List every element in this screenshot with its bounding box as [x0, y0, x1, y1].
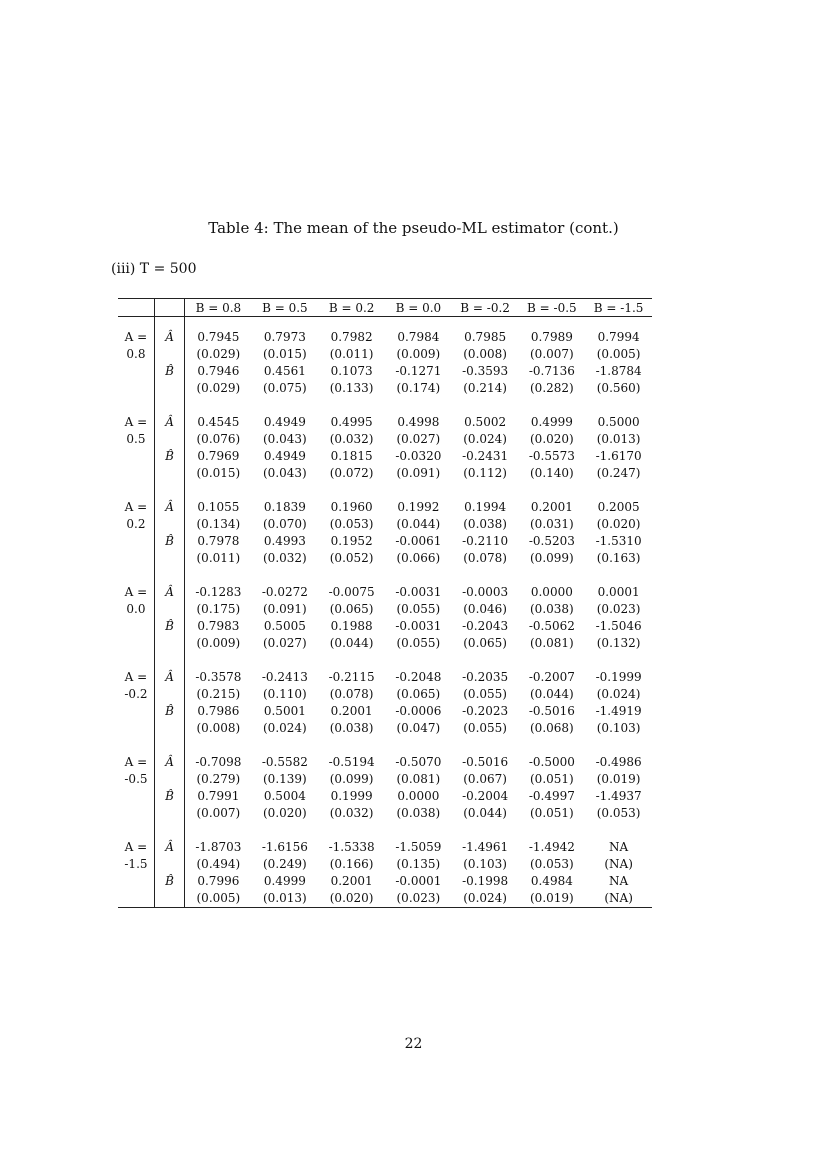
standard-error: (0.103)	[596, 721, 641, 735]
results-table	[118, 298, 652, 908]
estimate-value: -0.2431	[462, 449, 509, 463]
estimate-value: 0.5000	[597, 415, 640, 429]
estimate-value: 0.7989	[530, 330, 573, 344]
standard-error: (NA)	[604, 857, 633, 871]
a-group-label: 0.8	[126, 347, 146, 361]
estimate-value: 0.7994	[597, 330, 640, 344]
standard-error: (0.560)	[596, 381, 641, 395]
estimate-value: 0.1073	[330, 364, 373, 378]
estimate-value: -0.2043	[462, 619, 509, 633]
table-row	[118, 414, 652, 431]
table-row	[118, 329, 652, 346]
standard-error: (0.249)	[263, 857, 307, 871]
table-row	[118, 431, 652, 448]
estimate-value: 0.5005	[263, 619, 306, 633]
estimate-value: -0.0003	[462, 585, 509, 599]
a-group-label: A =	[124, 585, 148, 599]
standard-error: (0.053)	[530, 857, 574, 871]
table-row	[118, 363, 652, 380]
estimate-value: -1.8703	[195, 840, 242, 854]
standard-error: (0.019)	[596, 772, 641, 786]
standard-error: (0.065)	[329, 602, 374, 616]
standard-error: (0.103)	[463, 857, 507, 871]
estimate-value: 0.2001	[330, 874, 373, 888]
a-group-label: A =	[124, 670, 148, 684]
estimator-table	[118, 298, 652, 908]
standard-error: (0.031)	[530, 517, 574, 531]
table-row	[118, 465, 652, 482]
estimate-value: -1.4942	[528, 840, 575, 854]
estimate-value: 0.4949	[263, 449, 306, 463]
estimate-value: -1.4961	[462, 840, 509, 854]
table-row	[118, 516, 652, 533]
estimate-value: -0.0031	[395, 585, 442, 599]
estimate-value: -0.0272	[261, 585, 308, 599]
standard-error: (0.043)	[263, 432, 307, 446]
standard-error: (0.494)	[196, 857, 241, 871]
a-group-label: 0.0	[126, 602, 146, 616]
standard-error: (0.024)	[463, 432, 507, 446]
standard-error: (0.135)	[396, 857, 441, 871]
standard-error: (0.032)	[263, 551, 307, 565]
standard-error: (0.051)	[530, 772, 574, 786]
standard-error: (0.046)	[463, 602, 507, 616]
estimate-value: -0.5070	[395, 755, 442, 769]
standard-error: (0.007)	[530, 347, 574, 361]
table-row	[118, 499, 652, 516]
table-row	[118, 669, 652, 686]
header-estimator	[154, 299, 184, 317]
a-group-label: -1.5	[124, 857, 148, 871]
estimate-value: -0.4997	[528, 789, 575, 803]
column-header: B = 0.0	[385, 299, 452, 317]
standard-error: (0.007)	[196, 806, 241, 820]
header-corner	[118, 299, 154, 317]
standard-error: (0.020)	[596, 517, 641, 531]
standard-error: (0.078)	[463, 551, 507, 565]
estimator-label: Â	[154, 584, 184, 601]
standard-error: (0.215)	[196, 687, 241, 701]
standard-error: (0.032)	[329, 806, 374, 820]
estimator-label: B̂	[154, 873, 184, 890]
estimator-label: B̂	[154, 363, 184, 380]
estimate-value: 0.1988	[330, 619, 373, 633]
estimate-value: 0.7982	[330, 330, 373, 344]
standard-error: (NA)	[585, 890, 652, 908]
standard-error: (0.051)	[530, 806, 574, 820]
a-group-label: -0.2	[124, 687, 148, 701]
standard-error: (0.091)	[263, 602, 307, 616]
estimate-value: -0.2023	[462, 704, 509, 718]
standard-error: (0.052)	[329, 551, 374, 565]
a-group-label: A =	[124, 330, 148, 344]
standard-error: (0.024)	[596, 687, 641, 701]
standard-error: (0.163)	[596, 551, 641, 565]
estimate-value: -0.0006	[395, 704, 442, 718]
estimate-value: 0.4984	[530, 874, 573, 888]
table-row	[118, 788, 652, 805]
estimate-value: -0.2115	[328, 670, 375, 684]
estimate-value: 0.4545	[197, 415, 240, 429]
table-row	[118, 618, 652, 635]
a-group-label: A =	[124, 840, 148, 854]
standard-error: (0.047)	[396, 721, 441, 735]
table-row	[118, 584, 652, 601]
standard-error: (0.032)	[329, 432, 374, 446]
estimate-value: -1.5059	[395, 840, 442, 854]
standard-error: (0.044)	[396, 517, 441, 531]
a-group-label: A =	[124, 755, 148, 769]
standard-error: (0.247)	[596, 466, 641, 480]
page-number: 22	[404, 1036, 423, 1052]
estimate-value: 0.7973	[263, 330, 306, 344]
standard-error: (0.024)	[263, 721, 307, 735]
estimate-value: -0.1283	[195, 585, 242, 599]
standard-error: (0.075)	[263, 381, 307, 395]
estimate-value: -1.6156	[261, 840, 308, 854]
estimate-value: -1.5310	[595, 534, 642, 548]
standard-error: (0.009)	[196, 636, 241, 650]
standard-error: (0.029)	[196, 347, 241, 361]
estimate-value: 0.0000	[397, 789, 440, 803]
standard-error: (0.011)	[196, 551, 241, 565]
column-header: B = -1.5	[585, 299, 652, 317]
standard-error: (0.139)	[263, 772, 307, 786]
standard-error: (0.070)	[263, 517, 307, 531]
standard-error: (0.055)	[463, 721, 507, 735]
table-row	[118, 448, 652, 465]
column-header: B = 0.8	[185, 299, 252, 317]
standard-error: (0.081)	[396, 772, 441, 786]
standard-error: (0.055)	[463, 687, 507, 701]
estimate-value: 0.7946	[197, 364, 240, 378]
standard-error: (0.009)	[396, 347, 441, 361]
standard-error: (0.279)	[196, 772, 241, 786]
standard-error: (0.008)	[463, 347, 507, 361]
estimate-value: -1.4937	[595, 789, 642, 803]
standard-error: (0.044)	[463, 806, 507, 820]
standard-error: (0.099)	[530, 551, 574, 565]
estimate-value: 0.2001	[330, 704, 373, 718]
estimate-value: 0.1839	[263, 500, 306, 514]
a-group-label: 0.5	[126, 432, 146, 446]
estimate-value: 0.0000	[530, 585, 573, 599]
standard-error: (0.029)	[196, 381, 241, 395]
estimate-value: -1.6170	[595, 449, 642, 463]
estimate-value: -0.5573	[528, 449, 575, 463]
column-header: B = 0.5	[251, 299, 318, 317]
standard-error: (0.019)	[518, 890, 585, 908]
table-row	[118, 380, 652, 397]
standard-error: (0.055)	[396, 636, 441, 650]
estimate-value: 0.7978	[197, 534, 240, 548]
estimate-value: -0.0075	[328, 585, 375, 599]
estimate-value: 0.5001	[263, 704, 306, 718]
standard-error: (0.013)	[251, 890, 318, 908]
standard-error: (0.053)	[329, 517, 374, 531]
estimate-value: -0.5016	[462, 755, 509, 769]
estimate-value: 0.2001	[530, 500, 573, 514]
estimator-label: Â	[154, 414, 184, 431]
standard-error: (0.065)	[396, 687, 441, 701]
standard-error: (0.008)	[196, 721, 241, 735]
table-row	[118, 703, 652, 720]
standard-error: (0.038)	[530, 602, 574, 616]
standard-error: (0.023)	[596, 602, 641, 616]
standard-error: (0.011)	[329, 347, 374, 361]
standard-error: (0.020)	[318, 890, 385, 908]
column-header: B = -0.5	[518, 299, 585, 317]
standard-error: (0.066)	[396, 551, 441, 565]
estimate-value: -0.5016	[528, 704, 575, 718]
table-row	[118, 805, 652, 822]
standard-error: (0.134)	[196, 517, 241, 531]
estimate-value: 0.4561	[263, 364, 306, 378]
a-group-label: A =	[124, 500, 148, 514]
estimator-label: Â	[154, 839, 184, 856]
estimate-value: -0.5582	[261, 755, 308, 769]
estimator-label: Â	[154, 499, 184, 516]
standard-error: (0.081)	[530, 636, 574, 650]
estimate-value: 0.1815	[330, 449, 373, 463]
standard-error: (0.005)	[596, 347, 641, 361]
table-row	[118, 771, 652, 788]
standard-error: (0.067)	[463, 772, 507, 786]
estimate-value: -0.7098	[195, 755, 242, 769]
standard-error: (0.174)	[396, 381, 441, 395]
estimate-value: 0.4995	[330, 415, 373, 429]
standard-error: (0.166)	[329, 857, 374, 871]
estimate-value: -1.4919	[595, 704, 642, 718]
table-caption: Table 4: The mean of the pseudo-ML estimator (cont.)	[208, 219, 619, 237]
standard-error: (0.015)	[263, 347, 307, 361]
standard-error: (0.038)	[463, 517, 507, 531]
standard-error: (0.005)	[185, 890, 252, 908]
standard-error: (0.282)	[530, 381, 574, 395]
estimate-value: 0.4999	[263, 874, 306, 888]
estimate-value: -0.3578	[195, 670, 242, 684]
estimate-value: -0.5062	[528, 619, 575, 633]
estimate-value: -0.2110	[462, 534, 509, 548]
estimate-value: -0.2035	[462, 670, 509, 684]
estimate-value: 0.1999	[330, 789, 373, 803]
estimate-value: 0.4949	[263, 415, 306, 429]
estimate-value: 0.7945	[197, 330, 240, 344]
standard-error: (0.024)	[452, 890, 519, 908]
table-row	[118, 856, 652, 873]
standard-error: (0.112)	[463, 466, 507, 480]
standard-error: (0.044)	[329, 636, 374, 650]
estimate-value: 0.1055	[197, 500, 240, 514]
estimate-value: 0.7991	[197, 789, 240, 803]
estimate-value: -1.5338	[328, 840, 375, 854]
header-row	[118, 299, 652, 317]
table-row	[118, 720, 652, 737]
table-row	[118, 346, 652, 363]
estimate-value: -0.1999	[595, 670, 642, 684]
estimator-label: B̂	[154, 703, 184, 720]
estimate-value: 0.1994	[464, 500, 507, 514]
estimate-value: -1.5046	[595, 619, 642, 633]
estimate-value: 0.7983	[197, 619, 240, 633]
standard-error: (0.027)	[263, 636, 307, 650]
estimator-label: B̂	[154, 533, 184, 550]
standard-error: (0.038)	[396, 806, 441, 820]
standard-error: (0.043)	[263, 466, 307, 480]
table-row	[118, 873, 652, 890]
estimator-label: Â	[154, 669, 184, 686]
standard-error: (0.044)	[530, 687, 574, 701]
table-subtitle: (iii) T = 500	[111, 261, 197, 277]
estimate-value: 0.5002	[464, 415, 507, 429]
standard-error: (0.038)	[329, 721, 374, 735]
estimate-value: -0.0031	[395, 619, 442, 633]
a-group-label: 0.2	[126, 517, 146, 531]
table-row	[118, 533, 652, 550]
estimate-value: -0.2007	[528, 670, 575, 684]
standard-error: (0.175)	[196, 602, 241, 616]
estimate-value: 0.7996	[197, 874, 240, 888]
estimate-value: -0.1271	[395, 364, 442, 378]
standard-error: (0.110)	[263, 687, 307, 701]
estimate-value: -0.5194	[328, 755, 375, 769]
standard-error: (0.068)	[530, 721, 574, 735]
standard-error: (0.099)	[329, 772, 374, 786]
a-group-label: -0.5	[124, 772, 148, 786]
estimate-value: 0.7985	[464, 330, 507, 344]
estimate-value: -0.0320	[395, 449, 442, 463]
estimate-value: NA	[609, 874, 629, 888]
estimate-value: -0.4986	[595, 755, 642, 769]
table-row	[118, 635, 652, 652]
standard-error: (0.132)	[596, 636, 641, 650]
table-row	[118, 754, 652, 771]
estimate-value: -0.2048	[395, 670, 442, 684]
estimate-value: 0.7986	[197, 704, 240, 718]
estimate-value: 0.7969	[197, 449, 240, 463]
standard-error: (0.055)	[396, 602, 441, 616]
table-body	[118, 317, 652, 908]
estimate-value: 0.4993	[263, 534, 306, 548]
standard-error: (0.020)	[530, 432, 574, 446]
estimate-value: 0.4998	[397, 415, 440, 429]
estimate-value: 0.0001	[597, 585, 640, 599]
estimate-value: NA	[609, 840, 629, 854]
estimate-value: -0.2413	[261, 670, 308, 684]
estimate-value: 0.5004	[263, 789, 306, 803]
table-row	[118, 550, 652, 567]
standard-error: (0.013)	[596, 432, 641, 446]
estimate-value: 0.1992	[397, 500, 440, 514]
standard-error: (0.076)	[196, 432, 241, 446]
estimate-value: -0.0061	[395, 534, 442, 548]
estimate-value: -0.7136	[528, 364, 575, 378]
estimator-label: Â	[154, 329, 184, 346]
standard-error: (0.133)	[329, 381, 374, 395]
estimator-label: Â	[154, 754, 184, 771]
estimate-value: 0.7984	[397, 330, 440, 344]
estimator-label: B̂	[154, 448, 184, 465]
estimate-value: -0.5000	[528, 755, 575, 769]
standard-error: (0.027)	[396, 432, 441, 446]
standard-error: (0.140)	[530, 466, 574, 480]
estimate-value: -0.0001	[395, 874, 442, 888]
estimate-value: 0.1960	[330, 500, 373, 514]
column-header: B = -0.2	[452, 299, 519, 317]
estimate-value: -1.8784	[595, 364, 642, 378]
standard-error: (0.072)	[329, 466, 374, 480]
estimate-value: -0.5203	[528, 534, 575, 548]
estimate-value: -0.2004	[462, 789, 509, 803]
table-row	[118, 686, 652, 703]
estimate-value: 0.1952	[330, 534, 373, 548]
estimate-value: 0.2005	[597, 500, 640, 514]
standard-error: (0.023)	[385, 890, 452, 908]
a-group-label: A =	[124, 415, 148, 429]
estimate-value: -0.3593	[462, 364, 509, 378]
estimator-label: B̂	[154, 788, 184, 805]
standard-error: (0.065)	[463, 636, 507, 650]
table-row	[118, 601, 652, 618]
estimator-label: B̂	[154, 618, 184, 635]
standard-error: (0.015)	[196, 466, 241, 480]
standard-error: (0.214)	[463, 381, 507, 395]
column-header: B = 0.2	[318, 299, 385, 317]
table-row	[118, 890, 652, 908]
standard-error: (0.078)	[329, 687, 374, 701]
estimate-value: -0.1998	[462, 874, 509, 888]
standard-error: (0.053)	[596, 806, 641, 820]
standard-error: (0.091)	[396, 466, 441, 480]
estimate-value: 0.4999	[530, 415, 573, 429]
standard-error: (0.020)	[263, 806, 307, 820]
table-row	[118, 839, 652, 856]
